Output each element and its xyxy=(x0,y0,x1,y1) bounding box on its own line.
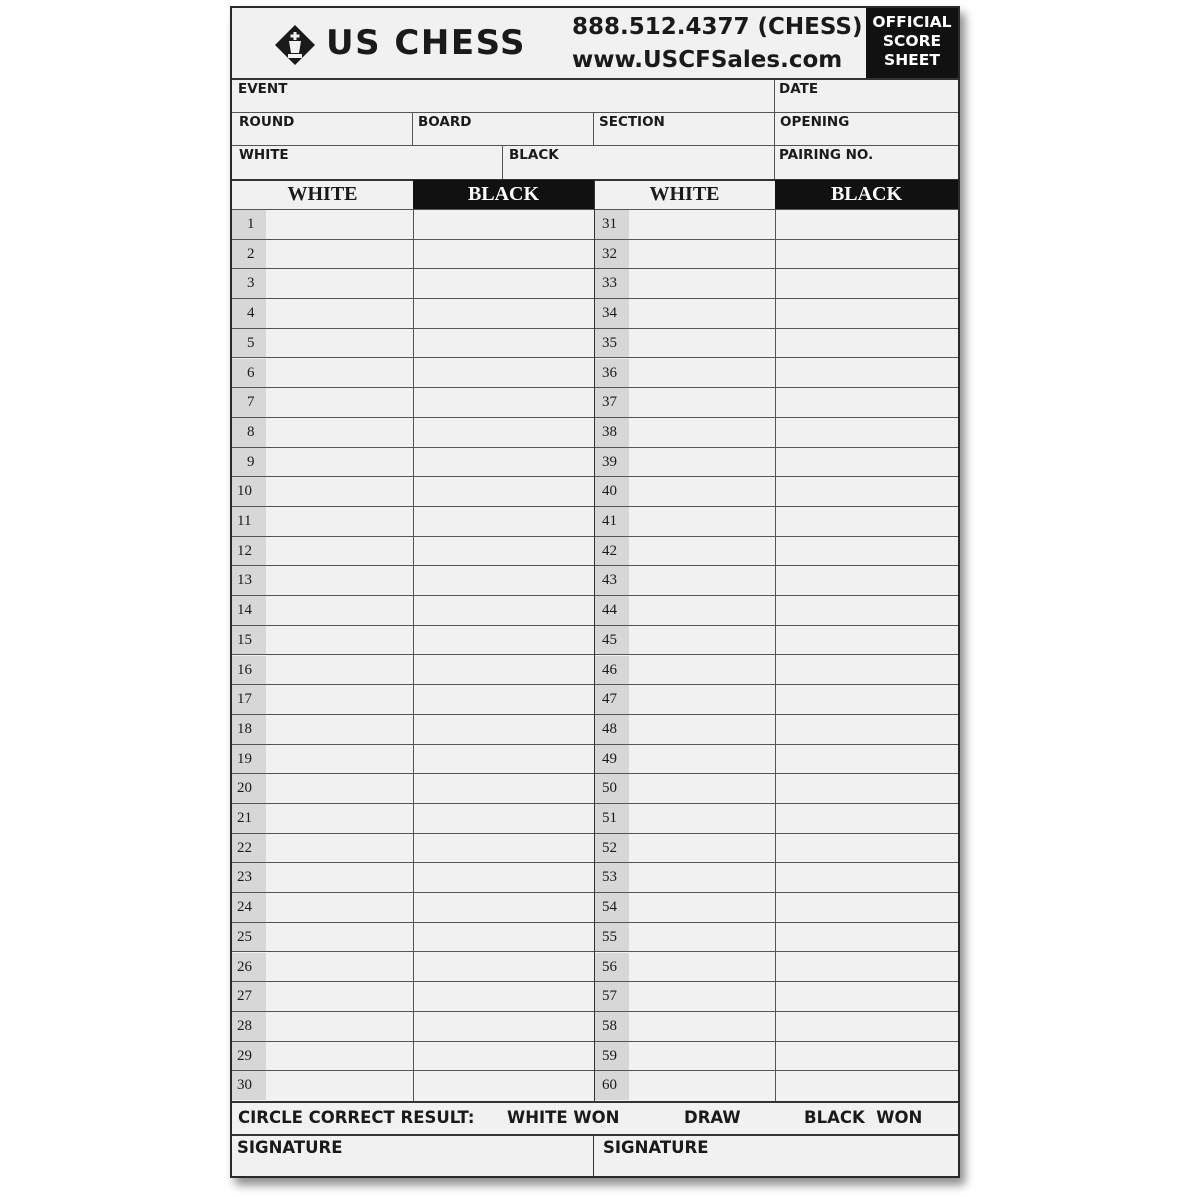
section-field[interactable] xyxy=(594,113,775,145)
move-row xyxy=(232,596,958,626)
info-fields xyxy=(232,80,958,179)
move-number: 23 xyxy=(232,863,266,892)
black-move-cell[interactable] xyxy=(775,685,958,715)
black-column-header-left: BLACK xyxy=(413,180,594,209)
move-row xyxy=(232,953,958,983)
move-grid xyxy=(232,210,958,1101)
white-move-cell[interactable] xyxy=(628,418,775,448)
black-move-cell[interactable] xyxy=(413,507,594,537)
move-row xyxy=(232,774,958,804)
pairing-number-label: PAIRING NO. xyxy=(779,147,874,163)
move-row xyxy=(232,804,958,834)
move-number: 17 xyxy=(232,685,266,714)
black-move-cell[interactable] xyxy=(413,745,594,775)
black-move-cell[interactable] xyxy=(775,923,958,953)
move-number: 22 xyxy=(232,834,266,863)
move-row xyxy=(232,626,958,656)
move-number: 46 xyxy=(595,656,629,685)
black-move-cell[interactable] xyxy=(413,537,594,567)
white-move-cell[interactable] xyxy=(628,863,775,893)
move-row xyxy=(232,537,958,567)
divider xyxy=(775,210,776,1101)
black-move-cell[interactable] xyxy=(413,418,594,448)
black-move-cell[interactable] xyxy=(775,863,958,893)
header xyxy=(232,8,958,78)
board-label: BOARD xyxy=(418,114,472,130)
white-move-cell[interactable] xyxy=(266,299,413,329)
black-move-cell[interactable] xyxy=(775,418,958,448)
white-move-cell[interactable] xyxy=(266,240,413,270)
move-number: 15 xyxy=(232,626,266,655)
move-row xyxy=(232,507,958,537)
black-move-cell[interactable] xyxy=(775,656,958,686)
move-number: 39 xyxy=(595,448,629,477)
move-number: 41 xyxy=(595,507,629,536)
signature-label-right: SIGNATURE xyxy=(603,1138,709,1157)
white-move-cell[interactable] xyxy=(628,269,775,299)
move-number: 57 xyxy=(595,982,629,1011)
move-number: 40 xyxy=(595,477,629,506)
move-row xyxy=(232,893,958,923)
move-number: 58 xyxy=(595,1012,629,1041)
black-move-cell[interactable] xyxy=(413,834,594,864)
black-move-cell[interactable] xyxy=(775,1071,958,1101)
black-move-cell[interactable] xyxy=(775,626,958,656)
black-move-cell[interactable] xyxy=(775,240,958,270)
result-label: CIRCLE CORRECT RESULT: xyxy=(238,1108,475,1127)
black-move-cell[interactable] xyxy=(413,477,594,507)
move-number: 11 xyxy=(232,507,266,536)
brand-name: US CHESS xyxy=(326,23,527,63)
white-move-cell[interactable] xyxy=(628,329,775,359)
black-move-cell[interactable] xyxy=(775,299,958,329)
black-move-cell[interactable] xyxy=(775,834,958,864)
move-number: 18 xyxy=(232,715,266,744)
move-number: 20 xyxy=(232,774,266,803)
move-number: 19 xyxy=(232,745,266,774)
black-move-cell[interactable] xyxy=(775,893,958,923)
white-move-cell[interactable] xyxy=(266,745,413,775)
draw-option[interactable]: DRAW xyxy=(684,1108,741,1127)
divider xyxy=(594,180,595,1101)
black-won-option[interactable]: BLACK WON xyxy=(804,1108,923,1127)
signature-white-field[interactable] xyxy=(232,1136,594,1176)
white-move-cell[interactable] xyxy=(266,596,413,626)
move-number: 35 xyxy=(595,329,629,358)
black-move-cell[interactable] xyxy=(775,477,958,507)
move-number: 30 xyxy=(232,1071,266,1100)
move-row xyxy=(232,269,958,299)
move-number: 54 xyxy=(595,893,629,922)
black-move-cell[interactable] xyxy=(413,863,594,893)
move-number: 29 xyxy=(232,1042,266,1071)
white-move-cell[interactable] xyxy=(628,388,775,418)
badge-line-2: SCORE xyxy=(882,32,942,50)
move-number: 28 xyxy=(232,1012,266,1041)
black-move-cell[interactable] xyxy=(413,1042,594,1072)
move-number: 55 xyxy=(595,923,629,952)
black-move-cell[interactable] xyxy=(775,953,958,983)
move-row xyxy=(232,1042,958,1072)
move-number: 36 xyxy=(595,359,629,388)
white-move-cell[interactable] xyxy=(266,1012,413,1042)
white-move-cell[interactable] xyxy=(628,537,775,567)
white-move-cell[interactable] xyxy=(628,1042,775,1072)
black-move-cell[interactable] xyxy=(413,982,594,1012)
website: www.USCFSales.com xyxy=(572,47,843,73)
move-number: 60 xyxy=(595,1071,629,1100)
white-move-cell[interactable] xyxy=(628,953,775,983)
white-player-field[interactable] xyxy=(232,146,503,179)
white-move-cell[interactable] xyxy=(266,982,413,1012)
move-row xyxy=(232,863,958,893)
white-move-cell[interactable] xyxy=(628,804,775,834)
move-row xyxy=(232,359,958,389)
black-move-cell[interactable] xyxy=(775,745,958,775)
white-move-cell[interactable] xyxy=(266,953,413,983)
black-move-cell[interactable] xyxy=(775,359,958,389)
white-move-cell[interactable] xyxy=(266,537,413,567)
move-number: 1 xyxy=(232,210,266,239)
white-move-cell[interactable] xyxy=(266,804,413,834)
badge-line-1: OFFICIAL xyxy=(872,13,952,31)
move-row xyxy=(232,566,958,596)
official-score-sheet-badge xyxy=(866,8,958,78)
move-number: 16 xyxy=(232,656,266,685)
signature-black-field[interactable] xyxy=(594,1136,958,1176)
white-move-cell[interactable] xyxy=(628,477,775,507)
move-number: 34 xyxy=(595,299,629,328)
move-number: 37 xyxy=(595,388,629,417)
round-label: ROUND xyxy=(239,114,295,130)
white-move-cell[interactable] xyxy=(266,715,413,745)
white-move-cell[interactable] xyxy=(628,359,775,389)
white-move-cell[interactable] xyxy=(628,210,775,240)
black-column-header-right: BLACK xyxy=(775,180,958,209)
black-move-cell[interactable] xyxy=(775,537,958,567)
black-move-cell[interactable] xyxy=(775,388,958,418)
white-column-header-left: WHITE xyxy=(287,183,358,205)
white-move-cell[interactable] xyxy=(266,477,413,507)
white-move-cell[interactable] xyxy=(628,893,775,923)
king-diamond-icon xyxy=(274,24,316,66)
black-move-cell[interactable] xyxy=(775,774,958,804)
move-row xyxy=(232,1071,958,1101)
opening-field[interactable] xyxy=(775,113,958,145)
black-move-cell[interactable] xyxy=(413,804,594,834)
black-move-cell[interactable] xyxy=(413,299,594,329)
white-move-cell[interactable] xyxy=(266,863,413,893)
black-move-cell[interactable] xyxy=(775,210,958,240)
move-number: 26 xyxy=(232,953,266,982)
white-move-cell[interactable] xyxy=(628,626,775,656)
white-move-cell[interactable] xyxy=(266,359,413,389)
white-move-cell[interactable] xyxy=(266,269,413,299)
black-move-cell[interactable] xyxy=(775,596,958,626)
move-number: 9 xyxy=(232,448,266,477)
move-row xyxy=(232,388,958,418)
move-number: 33 xyxy=(595,269,629,298)
white-move-cell[interactable] xyxy=(628,715,775,745)
white-move-cell[interactable] xyxy=(266,1042,413,1072)
move-row xyxy=(232,685,958,715)
white-move-cell[interactable] xyxy=(266,329,413,359)
black-move-cell[interactable] xyxy=(413,953,594,983)
move-row xyxy=(232,240,958,270)
event-label: EVENT xyxy=(238,81,288,97)
move-number: 24 xyxy=(232,893,266,922)
white-move-cell[interactable] xyxy=(628,923,775,953)
black-move-cell[interactable] xyxy=(413,269,594,299)
black-move-cell[interactable] xyxy=(775,507,958,537)
black-move-cell[interactable] xyxy=(413,923,594,953)
black-move-cell[interactable] xyxy=(413,359,594,389)
black-move-cell[interactable] xyxy=(775,269,958,299)
black-move-cell[interactable] xyxy=(775,982,958,1012)
move-number: 56 xyxy=(595,953,629,982)
signature-label-left: SIGNATURE xyxy=(237,1138,343,1157)
move-number: 32 xyxy=(595,240,629,269)
pairing-number-field[interactable] xyxy=(775,146,958,179)
black-move-cell[interactable] xyxy=(775,566,958,596)
move-number: 3 xyxy=(232,269,266,298)
white-move-cell[interactable] xyxy=(628,1012,775,1042)
round-field[interactable] xyxy=(232,113,413,145)
move-number: 21 xyxy=(232,804,266,833)
black-player-label: BLACK xyxy=(509,147,559,163)
move-row xyxy=(232,715,958,745)
move-row xyxy=(232,923,958,953)
white-move-cell[interactable] xyxy=(628,596,775,626)
move-number: 49 xyxy=(595,745,629,774)
move-row xyxy=(232,210,958,240)
white-move-cell[interactable] xyxy=(628,240,775,270)
black-move-cell[interactable] xyxy=(413,656,594,686)
white-move-cell[interactable] xyxy=(628,299,775,329)
move-number: 44 xyxy=(595,596,629,625)
move-number: 43 xyxy=(595,566,629,595)
move-row xyxy=(232,299,958,329)
move-row xyxy=(232,329,958,359)
black-move-cell[interactable] xyxy=(775,1042,958,1072)
white-move-cell[interactable] xyxy=(266,834,413,864)
white-move-cell[interactable] xyxy=(266,448,413,478)
white-move-cell[interactable] xyxy=(628,982,775,1012)
black-move-cell[interactable] xyxy=(413,388,594,418)
black-player-field[interactable] xyxy=(503,146,775,179)
move-number: 48 xyxy=(595,715,629,744)
move-number: 10 xyxy=(232,477,266,506)
move-number: 4 xyxy=(232,299,266,328)
move-number: 45 xyxy=(595,626,629,655)
opening-label: OPENING xyxy=(780,114,850,130)
black-move-cell[interactable] xyxy=(413,685,594,715)
phone-number: 888.512.4377 (CHESS) xyxy=(572,14,863,40)
black-move-cell[interactable] xyxy=(775,329,958,359)
move-number: 7 xyxy=(232,388,266,417)
board-field[interactable] xyxy=(413,113,594,145)
event-field[interactable] xyxy=(232,80,775,112)
move-number: 53 xyxy=(595,863,629,892)
black-move-cell[interactable] xyxy=(413,566,594,596)
white-move-cell[interactable] xyxy=(266,507,413,537)
white-move-cell[interactable] xyxy=(266,566,413,596)
white-move-cell[interactable] xyxy=(266,774,413,804)
date-label: DATE xyxy=(779,81,819,97)
white-move-cell[interactable] xyxy=(628,774,775,804)
white-move-cell[interactable] xyxy=(628,745,775,775)
white-move-cell[interactable] xyxy=(628,1071,775,1101)
move-number: 47 xyxy=(595,685,629,714)
move-number: 25 xyxy=(232,923,266,952)
black-move-cell[interactable] xyxy=(413,240,594,270)
white-move-cell[interactable] xyxy=(628,448,775,478)
white-move-cell[interactable] xyxy=(266,1071,413,1101)
move-number: 59 xyxy=(595,1042,629,1071)
black-move-cell[interactable] xyxy=(413,210,594,240)
black-move-cell[interactable] xyxy=(413,715,594,745)
move-row xyxy=(232,982,958,1012)
date-field[interactable] xyxy=(775,80,958,112)
move-number: 13 xyxy=(232,566,266,595)
black-move-cell[interactable] xyxy=(413,774,594,804)
black-move-cell[interactable] xyxy=(775,804,958,834)
white-won-option[interactable]: WHITE WON xyxy=(507,1108,620,1127)
black-move-cell[interactable] xyxy=(413,596,594,626)
white-move-cell[interactable] xyxy=(266,893,413,923)
badge-line-3: SHEET xyxy=(884,51,940,69)
black-move-cell[interactable] xyxy=(413,626,594,656)
white-column-header-right: WHITE xyxy=(649,183,720,205)
move-number: 2 xyxy=(232,240,266,269)
move-number: 42 xyxy=(595,537,629,566)
white-move-cell[interactable] xyxy=(266,210,413,240)
white-move-cell[interactable] xyxy=(266,418,413,448)
move-number: 31 xyxy=(595,210,629,239)
score-sheet xyxy=(230,6,960,1178)
move-number: 52 xyxy=(595,834,629,863)
move-number: 6 xyxy=(232,359,266,388)
divider xyxy=(413,210,414,1101)
white-move-cell[interactable] xyxy=(266,923,413,953)
move-row xyxy=(232,418,958,448)
white-player-label: WHITE xyxy=(239,147,289,163)
white-move-cell[interactable] xyxy=(628,834,775,864)
black-move-cell[interactable] xyxy=(775,448,958,478)
white-move-cell[interactable] xyxy=(266,656,413,686)
move-row xyxy=(232,834,958,864)
move-number: 51 xyxy=(595,804,629,833)
white-move-cell[interactable] xyxy=(266,388,413,418)
move-number: 5 xyxy=(232,329,266,358)
move-row xyxy=(232,745,958,775)
black-move-cell[interactable] xyxy=(775,1012,958,1042)
move-number: 27 xyxy=(232,982,266,1011)
move-number: 14 xyxy=(232,596,266,625)
move-number: 8 xyxy=(232,418,266,447)
white-move-cell[interactable] xyxy=(266,685,413,715)
move-row xyxy=(232,477,958,507)
black-move-cell[interactable] xyxy=(413,448,594,478)
white-move-cell[interactable] xyxy=(628,685,775,715)
black-move-cell[interactable] xyxy=(413,329,594,359)
move-row xyxy=(232,656,958,686)
section-label: SECTION xyxy=(599,114,665,130)
move-number: 38 xyxy=(595,418,629,447)
black-move-cell[interactable] xyxy=(413,1071,594,1101)
move-row xyxy=(232,448,958,478)
white-move-cell[interactable] xyxy=(266,626,413,656)
move-number: 50 xyxy=(595,774,629,803)
white-move-cell[interactable] xyxy=(628,507,775,537)
white-move-cell[interactable] xyxy=(628,656,775,686)
black-move-cell[interactable] xyxy=(413,893,594,923)
result-row xyxy=(232,1103,958,1134)
black-move-cell[interactable] xyxy=(413,1012,594,1042)
move-number: 12 xyxy=(232,537,266,566)
black-move-cell[interactable] xyxy=(775,715,958,745)
move-row xyxy=(232,1012,958,1042)
white-move-cell[interactable] xyxy=(628,566,775,596)
